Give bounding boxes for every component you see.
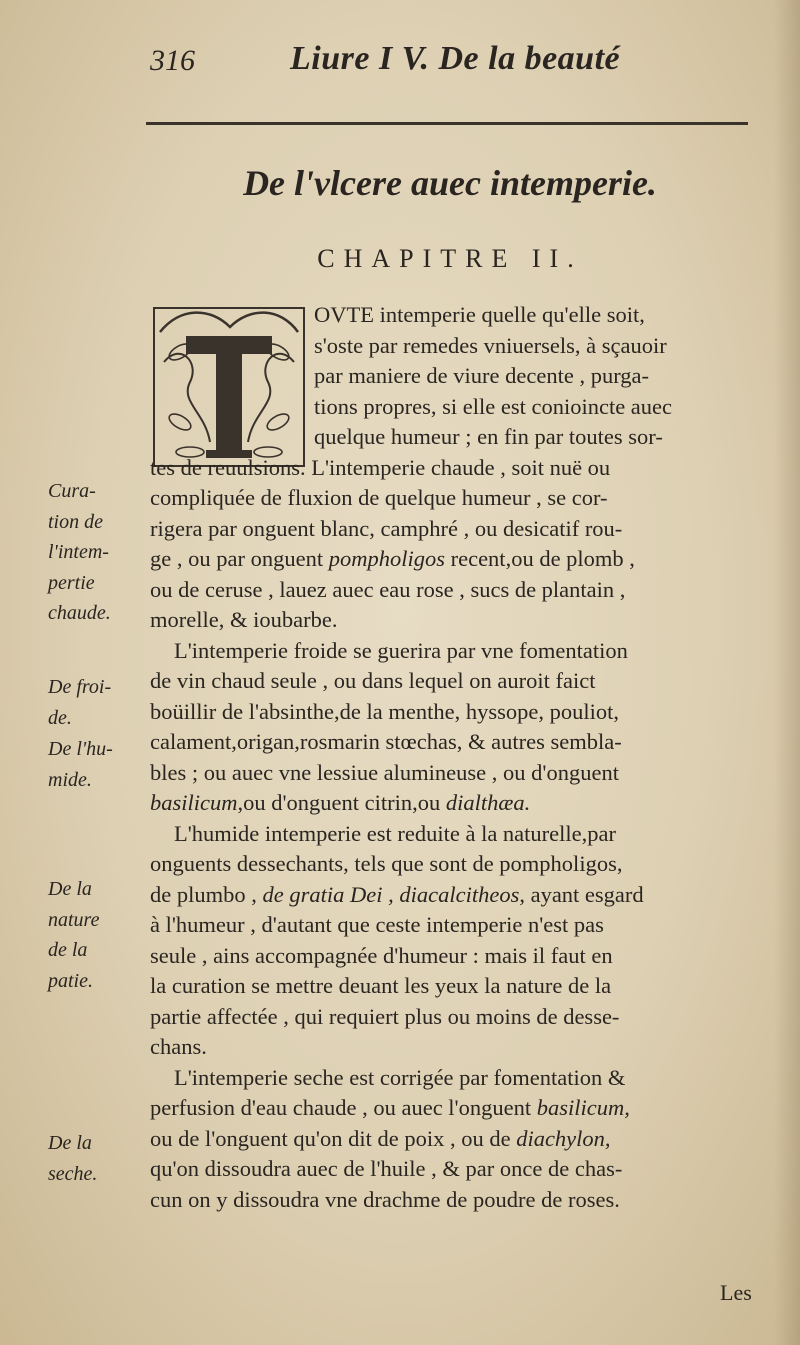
chapter-number: CHAPITRE II. [317, 244, 583, 273]
text-line: compliquée de fluxion de quelque humeur , se cor- [150, 485, 608, 510]
text-line: ou de ceruse , lauez auec eau rose , sucs de plantain , [150, 576, 626, 602]
italic-term: basilicum [150, 790, 238, 815]
text-line: cun on y dissoudra vne drachme de poudre de roses. [150, 1186, 620, 1212]
margin-note-line: De la [48, 1132, 92, 1154]
text-line: partie affectée , qui requiert plus ou moins de desse- [150, 1003, 620, 1029]
italic-term: dialthæa. [445, 790, 531, 815]
text-line [150, 544, 762, 575]
text-line: morelle, & ioubarbe. [150, 607, 338, 632]
text-line [150, 1124, 762, 1155]
text-line [150, 1093, 762, 1124]
body-text [150, 300, 762, 1215]
italic-term: de gratia Dei , diacalcitheos [262, 881, 520, 907]
margin-note-froide [48, 672, 144, 733]
catchword: Les [720, 1280, 752, 1305]
text-line: boüillir de l'absinthe,de la menthe, hyssope, pouliot, [150, 698, 619, 724]
margin-note-line: Cura- [48, 480, 96, 502]
text-line: calament,origan,rosmarin stœchas, & autres sembla- [150, 729, 622, 754]
margin-note-seche [48, 1128, 144, 1189]
italic-term: basilicum, [536, 1095, 630, 1120]
text-line: la curation se mettre deuant les yeux la nature de la [150, 973, 612, 998]
text-run: , ayant esgard [519, 881, 644, 907]
margin-note-line: de la [48, 939, 88, 961]
margin-note-nature [48, 874, 144, 996]
text-line: qu'on dissoudra auec de l'huile , & par once de chas- [150, 1156, 623, 1181]
text-run: de plumbo , [150, 881, 257, 907]
text-line: par maniere de viure decente , purga- [314, 363, 650, 388]
text-run: perfusion d'eau chaude , ou auec l'onguent [150, 1095, 532, 1120]
text-line: seule , ains accompagnée d'humeur : mais il faut en [150, 942, 613, 968]
text-run: ge , ou par onguent [150, 546, 324, 571]
header-rule [146, 122, 748, 125]
margin-note-line: mide. [48, 768, 92, 791]
margin-note-line: De la [48, 878, 92, 900]
text-line [150, 788, 762, 819]
margin-note-line: chaude. [48, 602, 111, 624]
text-line: à l'humeur , d'autant que ceste intemperie n'est pas [150, 912, 604, 937]
text-line: tes de reuulsions. L'intemperie chaude , soit nuë ou [150, 454, 611, 480]
page-edge-shadow [774, 0, 800, 1345]
italic-term: pompholigos [328, 546, 445, 571]
margin-note-humide [48, 734, 144, 795]
text-line: chans. [150, 1034, 207, 1059]
text-run: ,ou d'onguent citrin,ou [237, 790, 441, 815]
text-line: rigera par onguent blanc, camphré , ou desicatif rou- [150, 515, 623, 541]
text-line: quelque humeur ; en fin par toutes sor- [314, 424, 663, 449]
text-run: recent,ou de plomb , [450, 546, 635, 571]
text-line: L'intemperie froide se guerira par vne fomentation [174, 637, 628, 663]
text-line: onguents dessechants, tels que sont de pompholigos, [150, 851, 623, 876]
text-line: L'humide intemperie est reduite à la naturelle,par [174, 820, 616, 846]
margin-note-line: pertie [48, 571, 95, 594]
running-head [150, 40, 710, 90]
italic-term: diachylon, [516, 1125, 611, 1151]
page-number: 316 [150, 44, 195, 77]
text-line: bles ; ou auec vne lessiue alumineuse , ou d'onguent [150, 759, 619, 785]
margin-note-line: l'intem- [48, 541, 109, 563]
text-run: ou de l'onguent qu'on dit de poix , ou de [150, 1125, 511, 1151]
running-title: Liure I V. De la beauté [290, 40, 621, 77]
margin-note-line: nature [48, 908, 100, 931]
margin-note-line: De froi- [48, 676, 112, 698]
text-line: s'oste par remedes vniuersels, à sçauoir [314, 332, 667, 358]
margin-note-line: seche. [48, 1162, 98, 1185]
margin-note-line: De l'hu- [48, 738, 113, 760]
margin-note-line: de. [48, 706, 72, 729]
chapter-title: De l'vlcere auec intemperie. [243, 163, 657, 203]
margin-note-line: tion de [48, 510, 103, 533]
margin-note-line: patie. [48, 969, 93, 992]
text-line: L'intemperie seche est corrigée par fomentation & [174, 1064, 626, 1090]
text-line: tions propres, si elle est conioincte auec [314, 393, 673, 419]
text-line: OVTE intemperie quelle qu'elle soit, [314, 302, 645, 327]
text-line [150, 880, 762, 911]
text-line: de vin chaud seule , ou dans lequel on auroit faict [150, 668, 596, 693]
margin-note-curation [48, 476, 144, 629]
